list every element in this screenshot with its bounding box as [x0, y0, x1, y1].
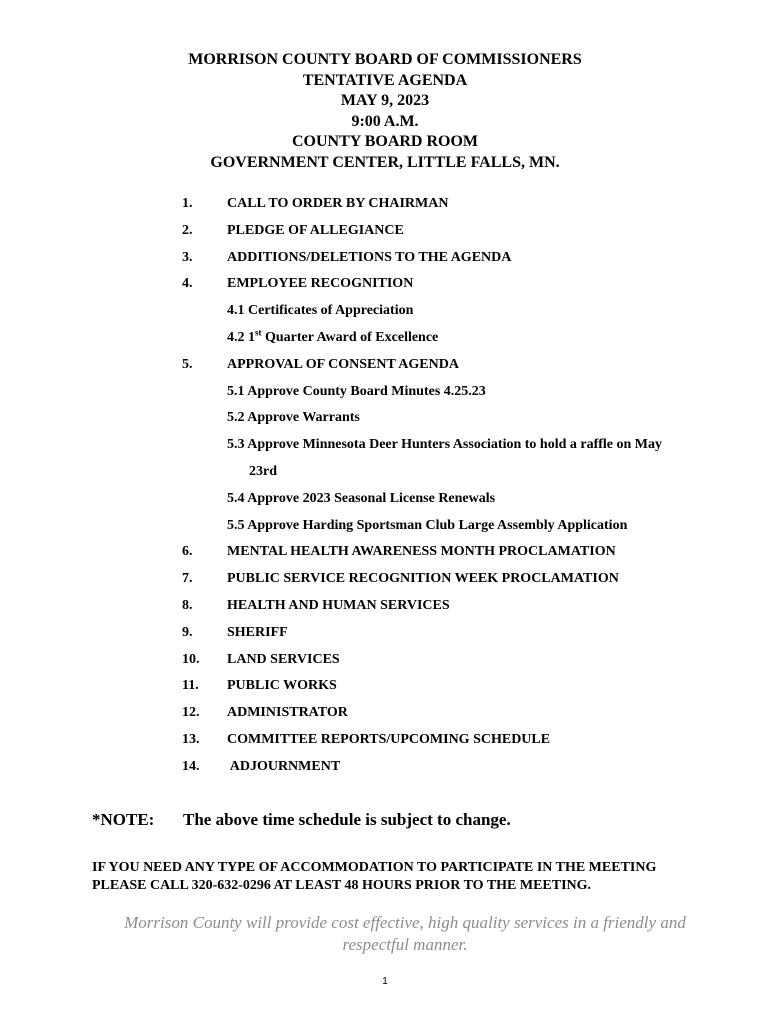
agenda-subitem [0, 515, 770, 542]
agenda-item-number: 7. [182, 571, 193, 587]
agenda-subitem-text: 5.4 Approve 2023 Seasonal License Renewals [227, 490, 496, 506]
agenda-item-number: 9. [182, 624, 193, 640]
agenda-item-text: PUBLIC WORKS [227, 678, 337, 694]
agenda-item-number: 4. [182, 276, 193, 292]
agenda-subitem-text: 5.2 Approve Warrants [227, 410, 360, 426]
accommodation-line: PLEASE CALL 320-632-0296 AT LEAST 48 HOURS PRIOR TO THE MEETING. [92, 878, 592, 893]
agenda-subitem [0, 327, 770, 354]
note-text: The above time schedule is subject to change. [183, 810, 511, 829]
agenda-item [0, 729, 770, 756]
agenda-item-text: CALL TO ORDER BY CHAIRMAN [227, 196, 449, 211]
agenda-item [0, 541, 770, 568]
agenda-subitem-text: 5.1 Approve County Board Minutes 4.25.23 [227, 383, 486, 399]
agenda-subitem-continuation [0, 461, 770, 488]
agenda-item [0, 702, 770, 729]
subitem-prefix: 4.2 1 [227, 329, 255, 345]
agenda-subitem-text: 5.5 Approve Harding Sportsman Club Large Assembly Application [227, 517, 628, 533]
agenda-item [0, 595, 770, 622]
agenda-item [0, 649, 770, 676]
header-room: COUNTY BOARD ROOM [291, 133, 479, 151]
agenda-item-text: APPROVAL OF CONSENT AGENDA [227, 356, 459, 372]
agenda-subitem-text: 5.3 Approve Minnesota Deer Hunters Association to hold a raffle on May [227, 437, 663, 453]
agenda-header [0, 50, 770, 174]
agenda-subitem [0, 407, 770, 434]
accommodation-line: IF YOU NEED ANY TYPE OF ACCOMMODATION TO PARTICIPATE IN THE MEETING [92, 860, 657, 875]
agenda-item [0, 220, 770, 247]
header-agenda-type: TENTATIVE AGENDA [302, 71, 468, 89]
agenda-list [0, 193, 770, 783]
agenda-item-text: HEALTH AND HUMAN SERVICES [227, 597, 450, 613]
agenda-item-number: 12. [182, 705, 200, 721]
header-time: 9:00 A.M. [351, 112, 419, 130]
agenda-subitem-text: 4.1 Certificates of Appreciation [227, 303, 414, 319]
note-label: *NOTE: [92, 810, 155, 829]
agenda-item-text: ADJOURNMENT [227, 758, 341, 774]
agenda-subitem-text [227, 327, 438, 349]
agenda-subitem [0, 488, 770, 515]
agenda-item [0, 354, 770, 381]
agenda-item-text: EMPLOYEE RECOGNITION [227, 276, 414, 292]
agenda-item-number: 2. [182, 222, 193, 238]
agenda-item-number: 3. [182, 249, 193, 265]
agenda-item-number: 1. [182, 196, 193, 211]
agenda-item-number: 8. [182, 597, 193, 613]
agenda-item [0, 273, 770, 300]
page-number: 1 [382, 976, 388, 987]
ordinal-suffix: st [255, 327, 262, 338]
agenda-item-number: 6. [182, 544, 193, 560]
agenda-item [0, 193, 770, 220]
header-date: MAY 9, 2023 [340, 92, 430, 110]
agenda-item [0, 568, 770, 595]
agenda-subitem-text: 23rd [249, 463, 277, 479]
agenda-item-text: LAND SERVICES [227, 651, 340, 667]
agenda-subitem [0, 381, 770, 408]
agenda-item-text: PLEDGE OF ALLEGIANCE [227, 222, 404, 238]
accommodation-notice [92, 859, 732, 895]
agenda-subitem [0, 434, 770, 461]
agenda-item-text: ADMINISTRATOR [227, 705, 348, 721]
agenda-item-number: 13. [182, 731, 200, 747]
header-location: GOVERNMENT CENTER, LITTLE FALLS, MN. [210, 153, 560, 171]
agenda-item [0, 622, 770, 649]
agenda-item-text: COMMITTEE REPORTS/UPCOMING SCHEDULE [227, 731, 551, 747]
subitem-suffix: Quarter Award of Excellence [261, 329, 439, 345]
agenda-item-number: 5. [182, 356, 193, 372]
header-board-name: MORRISON COUNTY BOARD OF COMMISSIONERS [188, 51, 582, 68]
agenda-item-number: 10. [182, 651, 200, 667]
agenda-item-text: ADDITIONS/DELETIONS TO THE AGENDA [227, 249, 512, 265]
agenda-item-text: MENTAL HEALTH AWARENESS MONTH PROCLAMATION [227, 544, 616, 560]
agenda-item [0, 675, 770, 702]
agenda-subitem [0, 300, 770, 327]
agenda-item-number: 11. [182, 678, 199, 694]
agenda-item-text: SHERIFF [227, 624, 288, 640]
mission-statement: Morrison County will provide cost effective, high quality services in a friendly and respectful manner. [124, 913, 686, 954]
agenda-item-text: PUBLIC SERVICE RECOGNITION WEEK PROCLAMATION [227, 571, 619, 587]
agenda-item-number: 14. [182, 758, 200, 774]
agenda-item [0, 756, 770, 783]
agenda-item [0, 247, 770, 274]
